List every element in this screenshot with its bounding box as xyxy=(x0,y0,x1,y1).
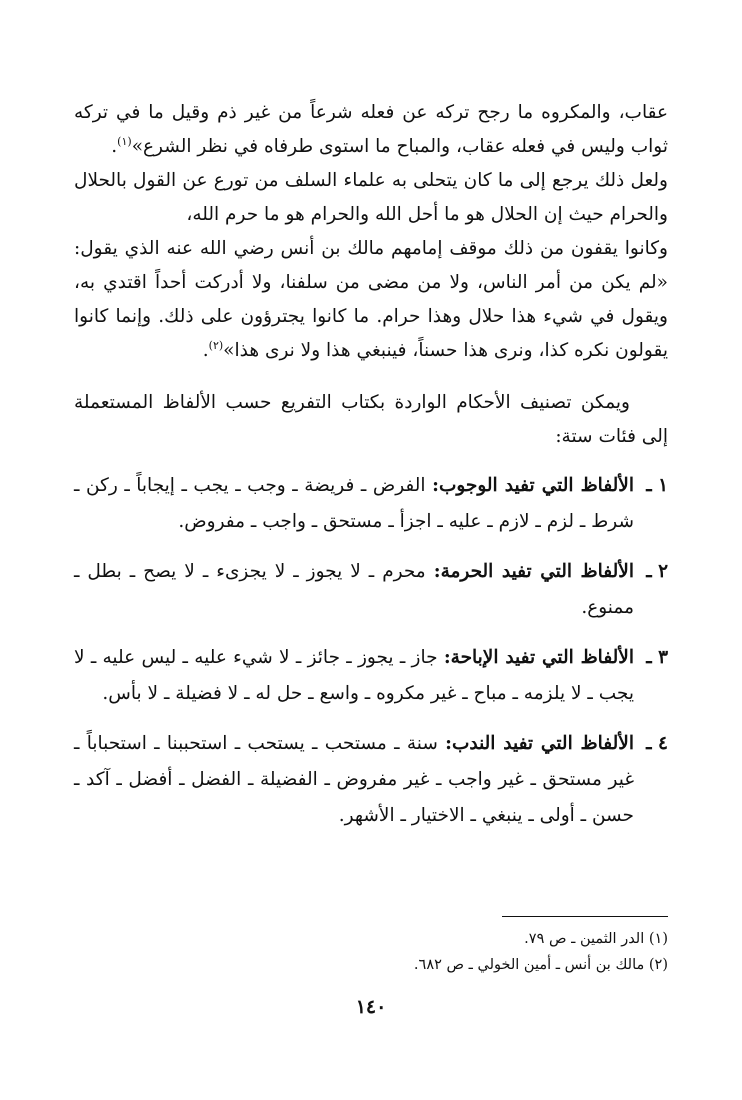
paragraph-2: ولعل ذلك يرجع إلى ما كان يتحلى به علماء السلف من تورع عن القول بالحلال والحرام حيث إن الحلال هو ما أحل الله والحرام هو ما حرم الله، xyxy=(74,170,668,225)
list-item-number: ٣ ـ xyxy=(646,647,669,668)
paragraph-3 xyxy=(74,232,668,368)
page-body xyxy=(74,96,668,834)
list-item-number: ١ ـ xyxy=(646,475,668,496)
list-item-number: ٢ ـ xyxy=(646,561,668,582)
list-item-obligation xyxy=(74,468,668,540)
list-item-text: جاز ـ يجوز ـ جائز ـ لا شيء عليه ـ ليس عليه ـ لا يجب ـ لا يلزمه ـ مباح ـ غير مكروه ـ واسع ـ حل له ـ لا فضيلة ـ لا بأس. xyxy=(74,647,634,704)
list-item-heading: الألفاظ التي تفيد الحرمة: xyxy=(433,561,634,582)
footnote-ref-2[interactable]: (٢) xyxy=(208,338,224,352)
paragraph-1 xyxy=(74,96,668,164)
paragraph-3-end: . xyxy=(202,340,209,361)
list-item-heading: الألفاظ التي تفيد الندب: xyxy=(445,733,634,754)
list-item-number: ٤ ـ xyxy=(646,733,668,754)
list-item-text: محرم ـ لا يجوز ـ لا يجزىء ـ لا يصح ـ بطل ـ ممنوع. xyxy=(74,561,634,618)
list-item-text: سنة ـ مستحب ـ يستحب ـ استحببنا ـ استحباباً ـ غير مستحق ـ غير واجب ـ غير مفروض ـ الفضيلة ـ الفضل ـ أفضل ـ آكد ـ حسن ـ أولى ـ ينبغي ـ الاختيار ـ الأشهر. xyxy=(74,733,634,826)
footnote-2: (٢) مالك بن أنس ـ أمين الخولي ـ ص ٦٨٢. xyxy=(413,957,668,973)
footnote-1: (١) الدر الثمين ـ ص ٧٩. xyxy=(524,931,668,947)
list-item-permissibility xyxy=(74,640,668,712)
footnote-ref-1[interactable]: (١) xyxy=(117,134,132,148)
footnotes xyxy=(74,926,668,978)
paragraph-1-end: . xyxy=(111,136,118,157)
list-item-recommendation xyxy=(74,726,668,834)
paragraph-3-text: وكانوا يقفون من ذلك موقف إمامهم مالك بن أنس رضي الله عنه الذي يقول: «لم يكن من أمر الناس، ولا من مضى من سلفنا، ولا أدركت أحداً اقتدي به، ويقول في شيء هذا حلال وهذا حرام. ما كانوا يجترؤون على ذلك. وإنما كانوا يقولون نكره كذا، ونرى هذا حسناً، فينبغي هذا ولا نرى هذا» xyxy=(74,238,668,361)
list-item-heading: الألفاظ التي تفيد الوجوب: xyxy=(432,475,634,496)
list-item-heading: الألفاظ التي تفيد الإباحة: xyxy=(443,647,635,668)
paragraph-4: ويمكن تصنيف الأحكام الواردة بكتاب التفريع حسب الألفاظ المستعملة إلى فئات ستة: xyxy=(74,392,668,447)
list-item-prohibition xyxy=(74,554,668,626)
page-number: ١٤٠ xyxy=(355,996,387,1018)
paragraph-1-text: عقاب، والمكروه ما رجح تركه عن فعله شرعاً من غير ذم وقيل ما في تركه ثواب وليس في فعله عقاب، والمباح ما استوى طرفاه في نظر الشرع» xyxy=(74,102,668,157)
footnote-divider xyxy=(502,916,668,917)
list-item-text: الفرض ـ فريضة ـ وجب ـ يجب ـ إيجاباً ـ ركن ـ شرط ـ لزم ـ لازم ـ عليه ـ اجزأ ـ مستحق ـ واجب ـ مفروض. xyxy=(74,475,634,532)
